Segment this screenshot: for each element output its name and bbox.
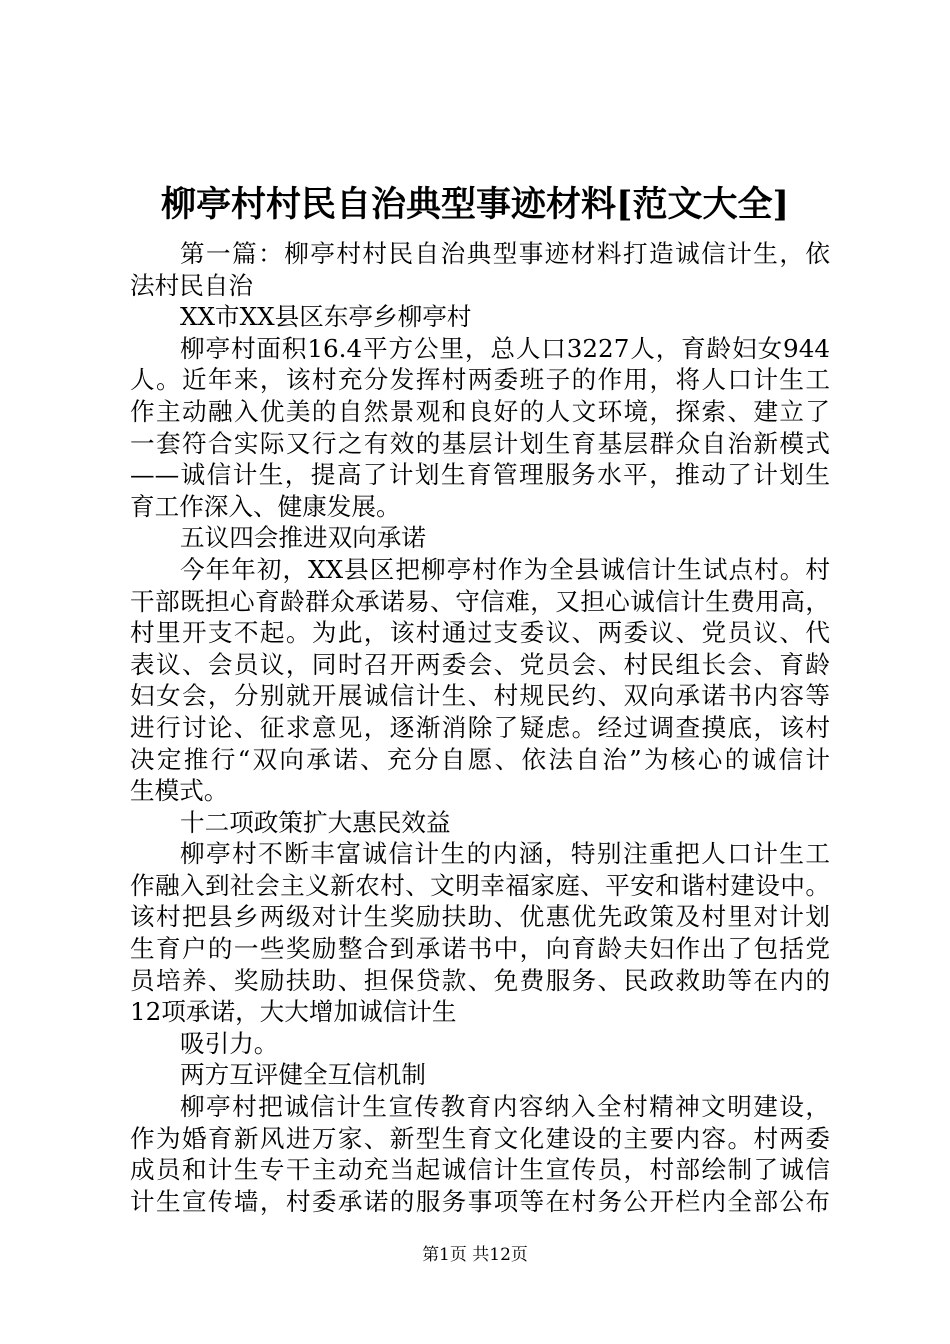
- body-text-line: 生模式。: [130, 776, 229, 806]
- body-text-line: 人。近年来，该村充分发挥村两委班子的作用，将人口计生工: [130, 365, 830, 395]
- body-text-line: 员培养、奖励扶助、担保贷款、免费服务、民政救助等在内的: [130, 965, 830, 995]
- body-text-line: 妇女会，分别就开展诚信计生、村规民约、双向承诺书内容等: [130, 681, 830, 711]
- body-text-line: 两方互评健全互信机制: [180, 1060, 426, 1090]
- body-text-line: 作主动融入优美的自然景观和良好的人文环境，探索、建立了: [130, 396, 830, 426]
- body-text-line: 作融入到社会主义新农村、文明幸福家庭、平安和谐村建设中。: [130, 870, 830, 900]
- body-text-line: 进行讨论、征求意见，逐渐消除了疑虑。经过调查摸底，该村: [130, 712, 830, 742]
- body-text-line: 计生宣传墙，村委承诺的服务事项等在村务公开栏内全部公布: [130, 1186, 830, 1216]
- body-text-line: 决定推行“双向承诺、充分自愿、依法自治”为核心的诚信计: [130, 744, 830, 774]
- body-text-line: 吸引力。: [180, 1028, 279, 1058]
- body-text-line: 12项承诺，大大增加诚信计生: [130, 997, 457, 1027]
- body-text-line: ——诚信计生，提高了计划生育管理服务水平，推动了计划生: [130, 460, 830, 490]
- body-text-line: 柳亭村把诚信计生宣传教育内容纳入全村精神文明建设，: [180, 1092, 830, 1122]
- body-text-line: 该村把县乡两级对计生奖励扶助、优惠优先政策及村里对计划: [130, 902, 830, 932]
- document-body: [130, 238, 830, 1217]
- body-text-line: 柳亭村不断丰富诚信计生的内涵，特别注重把人口计生工: [180, 839, 830, 869]
- body-text-line: 作为婚育新风进万家、新型生育文化建设的主要内容。村两委: [130, 1123, 830, 1153]
- body-text-line: 五议四会推进双向承诺: [180, 523, 426, 553]
- body-text-line: 表议、会员议，同时召开两委会、党员会、村民组长会、育龄: [130, 649, 830, 679]
- page-footer: 第1页 共12页: [422, 1245, 528, 1265]
- body-text-line: 村里开支不起。为此，该村通过支委议、两委议、党员议、代: [130, 618, 830, 648]
- body-text-line: 干部既担心育龄群众承诺易、守信难，又担心诚信计生费用高，: [130, 586, 830, 616]
- body-text-line: 十二项政策扩大惠民效益: [180, 807, 451, 837]
- body-text-line: 今年年初，XX县区把柳亭村作为全县诚信计生试点村。村: [180, 554, 830, 584]
- body-text-line: 第一篇：柳亭村村民自治典型事迹材料打造诚信计生，依: [180, 239, 830, 268]
- document-title: 柳亭村村民自治典型事迹材料[范文大全]: [160, 184, 790, 225]
- body-text-line: 育工作深入、健康发展。: [130, 491, 401, 521]
- body-text-line: 柳亭村面积16.4平方公里，总人口3227人，育龄妇女944: [180, 333, 830, 363]
- body-text-line: 生育户的一些奖励整合到承诺书中，向育龄夫妇作出了包括党: [130, 934, 830, 964]
- body-text-line: 法村民自治: [130, 270, 253, 300]
- body-text-line: XX市XX县区东亭乡柳亭村: [180, 302, 472, 332]
- body-text-line: 成员和计生专干主动充当起诚信计生宣传员，村部绘制了诚信: [130, 1155, 830, 1185]
- body-text-line: 一套符合实际又行之有效的基层计划生育基层群众自治新模式: [130, 428, 830, 458]
